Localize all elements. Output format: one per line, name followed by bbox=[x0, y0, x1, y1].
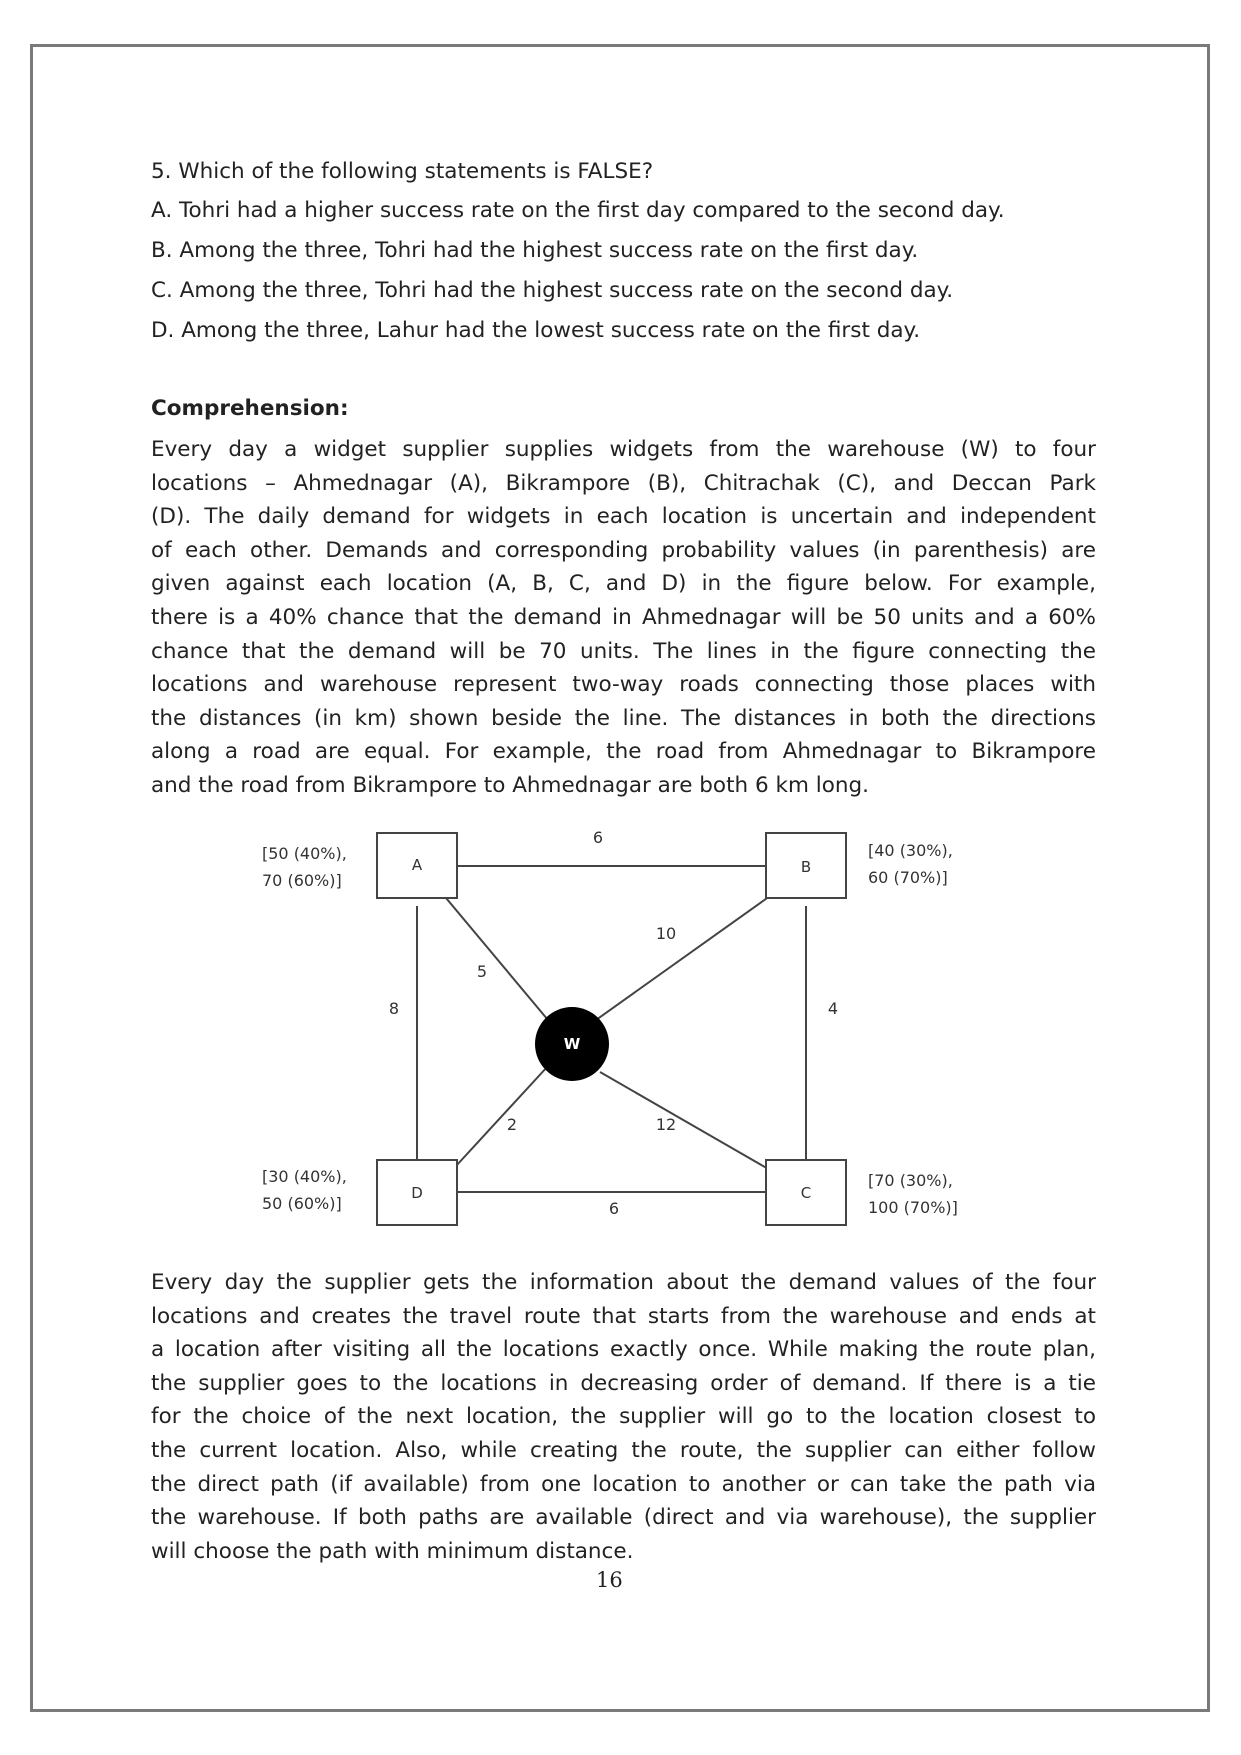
distance-a-w: 5 bbox=[476, 962, 488, 981]
para-line: the warehouse. If both paths are available (direct and via warehouse), the supplier bbox=[151, 1505, 1096, 1531]
node-b-label: B bbox=[800, 858, 812, 876]
option-b: B. Among the three, Tohri had the highest success rate on the first day. bbox=[151, 238, 919, 263]
demand-a-line1: [50 (40%), bbox=[262, 844, 347, 863]
para-line: locations – Ahmednagar (A), Bikrampore (B), Chitrachak (C), and Deccan Park bbox=[151, 470, 1096, 496]
para-line: the distances (in km) shown beside the line. The distances in both the directions bbox=[151, 705, 1096, 731]
option-d: D. Among the three, Lahur had the lowest success rate on the first day. bbox=[151, 318, 921, 343]
demand-c-line2: 100 (70%)] bbox=[868, 1198, 958, 1217]
para-line: given against each location (A, B, C, and D) in the figure below. For example, bbox=[151, 571, 1096, 597]
para-line: the supplier goes to the locations in decreasing order of demand. If there is a tie bbox=[151, 1370, 1096, 1396]
edge-b-w bbox=[596, 886, 784, 1020]
edge-a-w bbox=[436, 886, 548, 1020]
distance-b-w: 10 bbox=[655, 924, 677, 943]
comprehension-paragraph-2 bbox=[151, 1266, 1096, 1568]
para-line: Every day the supplier gets the information about the demand values of the four bbox=[151, 1270, 1096, 1295]
para-line: will choose the path with minimum distance. bbox=[151, 1538, 634, 1564]
distance-b-c: 4 bbox=[827, 999, 839, 1018]
edge-c-w bbox=[600, 1072, 770, 1170]
para-line: locations and creates the travel route that starts from the warehouse and ends at bbox=[151, 1303, 1096, 1329]
node-c-label: C bbox=[800, 1184, 812, 1202]
option-a: A. Tohri had a higher success rate on the first day compared to the second day. bbox=[151, 198, 1005, 223]
para-line: and the road from Bikrampore to Ahmednagar are both 6 km long. bbox=[151, 772, 869, 798]
edge-d-w bbox=[456, 1066, 548, 1166]
demand-d-line2: 50 (60%)] bbox=[262, 1194, 342, 1213]
node-d-label: D bbox=[411, 1184, 423, 1202]
para-line: there is a 40% chance that the demand in Ahmednagar will be 50 units and a 60% bbox=[151, 604, 1096, 630]
option-c: C. Among the three, Tohri had the highest success rate on the second day. bbox=[151, 278, 954, 303]
demand-b-line2: 60 (70%)] bbox=[868, 868, 948, 887]
para-line: a location after visiting all the locations exactly once. While making the route plan, bbox=[151, 1337, 1096, 1363]
demand-c-line1: [70 (30%), bbox=[868, 1171, 953, 1190]
distance-d-w: 2 bbox=[506, 1115, 518, 1134]
para-line: of each other. Demands and corresponding probability values (in parenthesis) are bbox=[151, 537, 1096, 563]
question-prompt: 5. Which of the following statements is FALSE? bbox=[151, 159, 654, 184]
distance-c-w: 12 bbox=[655, 1115, 677, 1134]
para-line: chance that the demand will be 70 units. The lines in the figure connecting the bbox=[151, 638, 1096, 664]
para-line: the direct path (if available) from one location to another or can take the path via bbox=[151, 1471, 1096, 1497]
para-line: locations and warehouse represent two-way roads connecting those places with bbox=[151, 672, 1096, 698]
para-line: the current location. Also, while creating the route, the supplier can either follow bbox=[151, 1437, 1096, 1463]
distance-a-b: 6 bbox=[592, 828, 604, 847]
para-line: Every day a widget supplier supplies widgets from the warehouse (W) to four bbox=[151, 437, 1096, 462]
comprehension-heading: Comprehension: bbox=[151, 396, 349, 421]
page-number: 16 bbox=[596, 1568, 623, 1592]
demand-b-line1: [40 (30%), bbox=[868, 841, 953, 860]
demand-d-line1: [30 (40%), bbox=[262, 1167, 347, 1186]
demand-a-line2: 70 (60%)] bbox=[262, 871, 342, 890]
para-line: for the choice of the next location, the supplier will go to the location closest to bbox=[151, 1404, 1096, 1430]
para-line: (D). The daily demand for widgets in each location is uncertain and independent bbox=[151, 504, 1096, 530]
para-line: along a road are equal. For example, the road from Ahmednagar to Bikrampore bbox=[151, 739, 1096, 765]
warehouse-label: W bbox=[563, 1035, 581, 1053]
distance-d-c: 6 bbox=[608, 1199, 620, 1218]
distance-a-d: 8 bbox=[388, 999, 400, 1018]
node-a-label: A bbox=[411, 856, 423, 874]
